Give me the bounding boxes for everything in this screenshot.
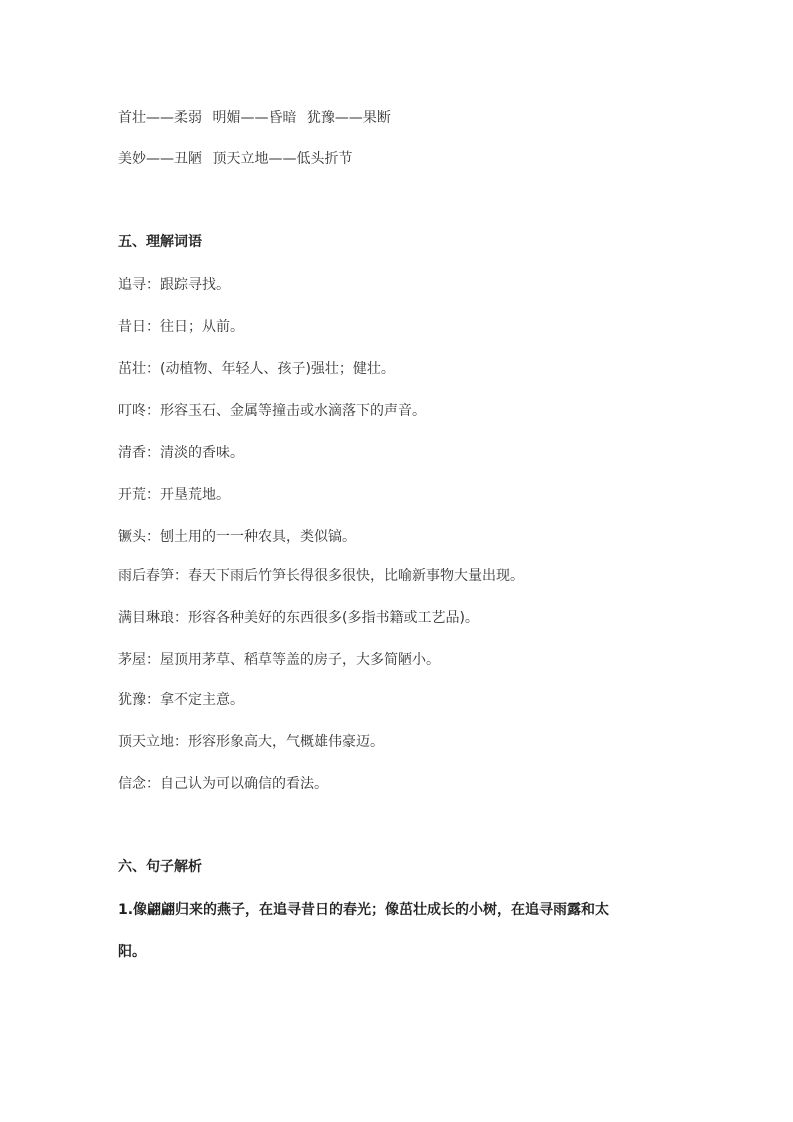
- vocab-definition: 刨土用的一一种农具，类似镐。: [160, 529, 356, 545]
- section-6-heading: 六、句子解析: [118, 859, 202, 875]
- vocab-separator: ：: [146, 403, 160, 419]
- antonym-pair: 明媚——昏暗: [212, 110, 297, 126]
- antonym-line-1: [118, 108, 391, 128]
- vocab-entry: [118, 359, 395, 379]
- vocab-definition: (动植物、年轻人、孩子)强壮；健壮。: [160, 361, 395, 377]
- vocab-term: 开荒: [118, 487, 146, 503]
- vocab-term: 茁壮: [118, 361, 146, 377]
- vocab-entry: [118, 774, 328, 794]
- vocab-term: 茅屋: [118, 652, 146, 668]
- vocab-separator: ：: [146, 692, 160, 708]
- vocab-entry: [118, 732, 384, 752]
- vocab-entry: [118, 527, 356, 547]
- vocab-separator: ：: [146, 487, 160, 503]
- vocab-term: 叮咚: [118, 403, 146, 419]
- vocab-definition: 形容形象高大，气概雄伟豪迈。: [188, 734, 384, 750]
- vocab-separator: ：: [174, 734, 188, 750]
- antonym-pair: 顶天立地——低头折节: [212, 151, 353, 167]
- vocab-term: 镢头: [118, 529, 146, 545]
- vocab-separator: ：: [146, 776, 160, 792]
- vocab-separator: ：: [146, 361, 160, 377]
- vocab-separator: ：: [146, 445, 160, 461]
- antonym-pair: 犹豫——果断: [306, 110, 391, 126]
- antonym-line-2: [118, 149, 352, 169]
- section-5-heading: 五、理解词语: [118, 234, 202, 250]
- vocab-separator: ：: [146, 652, 160, 668]
- vocab-entry: [118, 317, 244, 337]
- vocab-definition: 跟踪寻找。: [160, 277, 230, 293]
- vocab-definition: 开垦荒地。: [160, 487, 230, 503]
- vocab-separator: ：: [174, 568, 188, 584]
- vocab-entry: [118, 443, 244, 463]
- vocab-entry: [118, 690, 244, 710]
- vocab-entry: [118, 275, 230, 295]
- vocab-term: 清香: [118, 445, 146, 461]
- sentence-1-line-1: 1.像翩翩归来的燕子，在追寻昔日的春光；像茁壮成长的小树，在追寻雨露和太: [118, 902, 610, 918]
- vocab-term: 雨后春笋: [118, 568, 174, 584]
- vocab-entry: [118, 566, 524, 586]
- vocab-separator: ：: [146, 277, 160, 293]
- vocab-term: 信念: [118, 776, 146, 792]
- vocab-definition: 形容玉石、金属等撞击或水滴落下的声音。: [160, 403, 426, 419]
- antonym-pair: 美妙——丑陋: [118, 151, 202, 167]
- vocab-definition: 自己认为可以确信的看法。: [160, 776, 328, 792]
- vocab-definition: 清淡的香味。: [160, 445, 244, 461]
- vocab-definition: 拿不定主意。: [160, 692, 244, 708]
- vocab-term: 追寻: [118, 277, 146, 293]
- vocab-entry: [118, 401, 426, 421]
- vocab-definition: 形容各种美好的东西很多(多指书籍或工艺品)。: [188, 610, 479, 626]
- vocab-definition: 屋顶用茅草、稻草等盖的房子，大多简陋小。: [160, 652, 440, 668]
- vocab-entry: [118, 608, 479, 628]
- vocab-separator: ：: [174, 610, 188, 626]
- vocab-entry: [118, 650, 440, 670]
- vocab-separator: ：: [146, 529, 160, 545]
- vocab-definition: 春天下雨后竹笋长得很多很快，比喻新事物大量出现。: [188, 568, 524, 584]
- sentence-1-line-2: 阳。: [118, 944, 146, 960]
- vocab-term: 顶天立地: [118, 734, 174, 750]
- vocab-term: 满目琳琅: [118, 610, 174, 626]
- vocab-definition: 往日；从前。: [160, 319, 244, 335]
- vocab-separator: ：: [146, 319, 160, 335]
- vocab-entry: [118, 485, 230, 505]
- antonym-pair: 首壮——柔弱: [118, 110, 202, 126]
- vocab-term: 犹豫: [118, 692, 146, 708]
- vocab-term: 昔日: [118, 319, 146, 335]
